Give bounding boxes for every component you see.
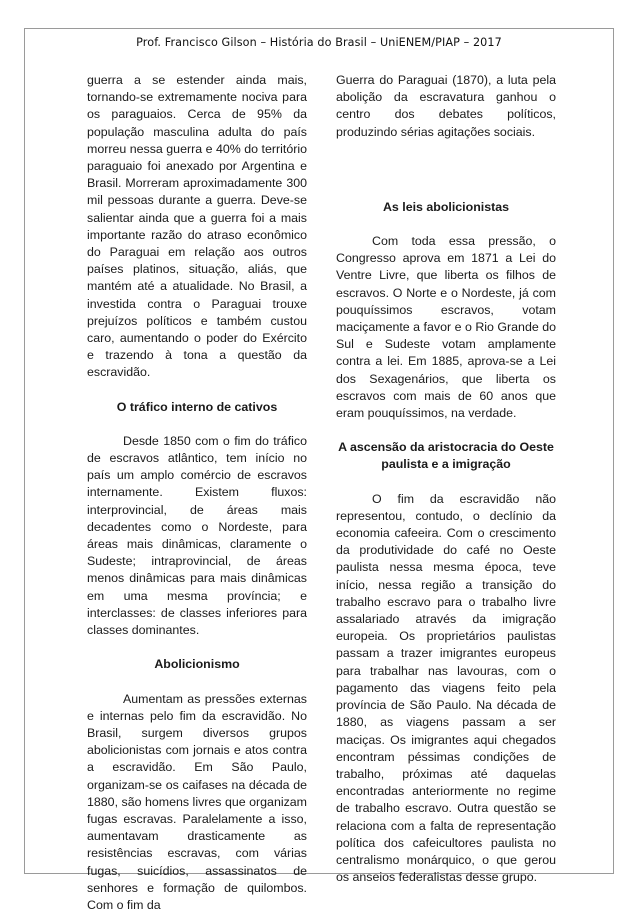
paragraph: O fim da escravidão não representou, contudo, o declínio da economia cafeeira. Com o crescimento da produtividade do café no Oeste paulista nessa mesma época, teve início, nessa região a transição do trabalho escravo para o trabalho livre assalariado através da imigração europeia. Os proprietários paulistas passam a trazer imigrantes europeus para trabalhar nas lavouras, com o pagamento das viagens feito pela província de São Paulo. Na década de 1880, as viagens passam a ser maciças. Os imigrantes aqui chegados encontram péssimas condições de trabalho, próximas até daquelas encontradas anteriormente no regime de trabalho escravo. Outra questão se relaciona com a falta de representação política dos cafeicultores paulista no centralismo monárquico, o que gerou os anseios federalistas desse grupo. (336, 491, 556, 887)
paragraph: Guerra do Paraguai (1870), a luta pela abolição da escravatura ganhou o centro dos debates políticos, produzindo sérias agitações sociais. (336, 72, 556, 141)
paragraph: Com toda essa pressão, o Congresso aprova em 1871 a Lei do Ventre Livre, que liberta os filhos de escravos. O Norte e o Nordeste, já com pouquíssimos escravos, votam maciçamente a favor e o Rio Grande do Sul e Sudeste votam amplamente contra a lei. Em 1885, aprova-se a Lei dos Sexagenários, que liberta os escravos com mais de 60 anos que eram pouquíssimos, na verdade. (336, 233, 556, 422)
paragraph: Desde 1850 com o fim do tráfico de escravos atlântico, tem início no país um amplo comércio de escravos internamente. Existem fluxos: interprovincial, de áreas mais decadentes como o Nordeste, para áreas mais dinâmicas, claramente o Sudeste; intraprovincial, de áreas menos dinâmicas para mais dinâmicas em uma mesma província; e interclasses: de classes inferiores para classes dominantes. (87, 433, 307, 639)
section-heading-leis: As leis abolicionistas (336, 199, 556, 216)
section-heading-ascensao: A ascensão da aristocracia do Oeste paulista e a imigração (336, 439, 556, 473)
paragraph: Aumentam as pressões externas e internas pelo fim da escravidão. No Brasil, surgem diversos grupos abolicionistas com jornais e atos contra a escravidão. Em São Paulo, organizam-se os caifases na década de 1880, são homens livres que organizam fugas escravas. Paralelamente a isso, aumentavam drasticamente as resistências escravas, com várias fugas, suicídios, assassinatos de senhores e formação de quilombos. Com o fim da (87, 691, 307, 914)
page-header: Prof. Francisco Gilson – História do Brasil – UniENEM/PIAP – 2017 (0, 36, 638, 49)
section-heading-abolicionismo: Abolicionismo (87, 656, 307, 673)
left-column (87, 72, 307, 914)
section-heading-trafico: O tráfico interno de cativos (87, 399, 307, 416)
paragraph: guerra a se estender ainda mais, tornando-se extremamente nociva para os paraguaios. Cerca de 95% da população masculina adulta do país morreu nessa guerra e 40% do território paraguaio foi anexado por Argentina e Brasil. Morreram aproximadamente 300 mil pessoas durante a guerra. Deve-se salientar ainda que a guerra foi a mais importante razão do atraso econômico do Paraguai em relação aos outros países platinos, situação, aliás, que mantém até a atualidade. No Brasil, a investida contra o Paraguai trouxe prejuízos políticos e também custou caro, aumentando o poder do Exército e trazendo à tona a questão da escravidão. (87, 72, 307, 382)
right-column (336, 72, 556, 886)
